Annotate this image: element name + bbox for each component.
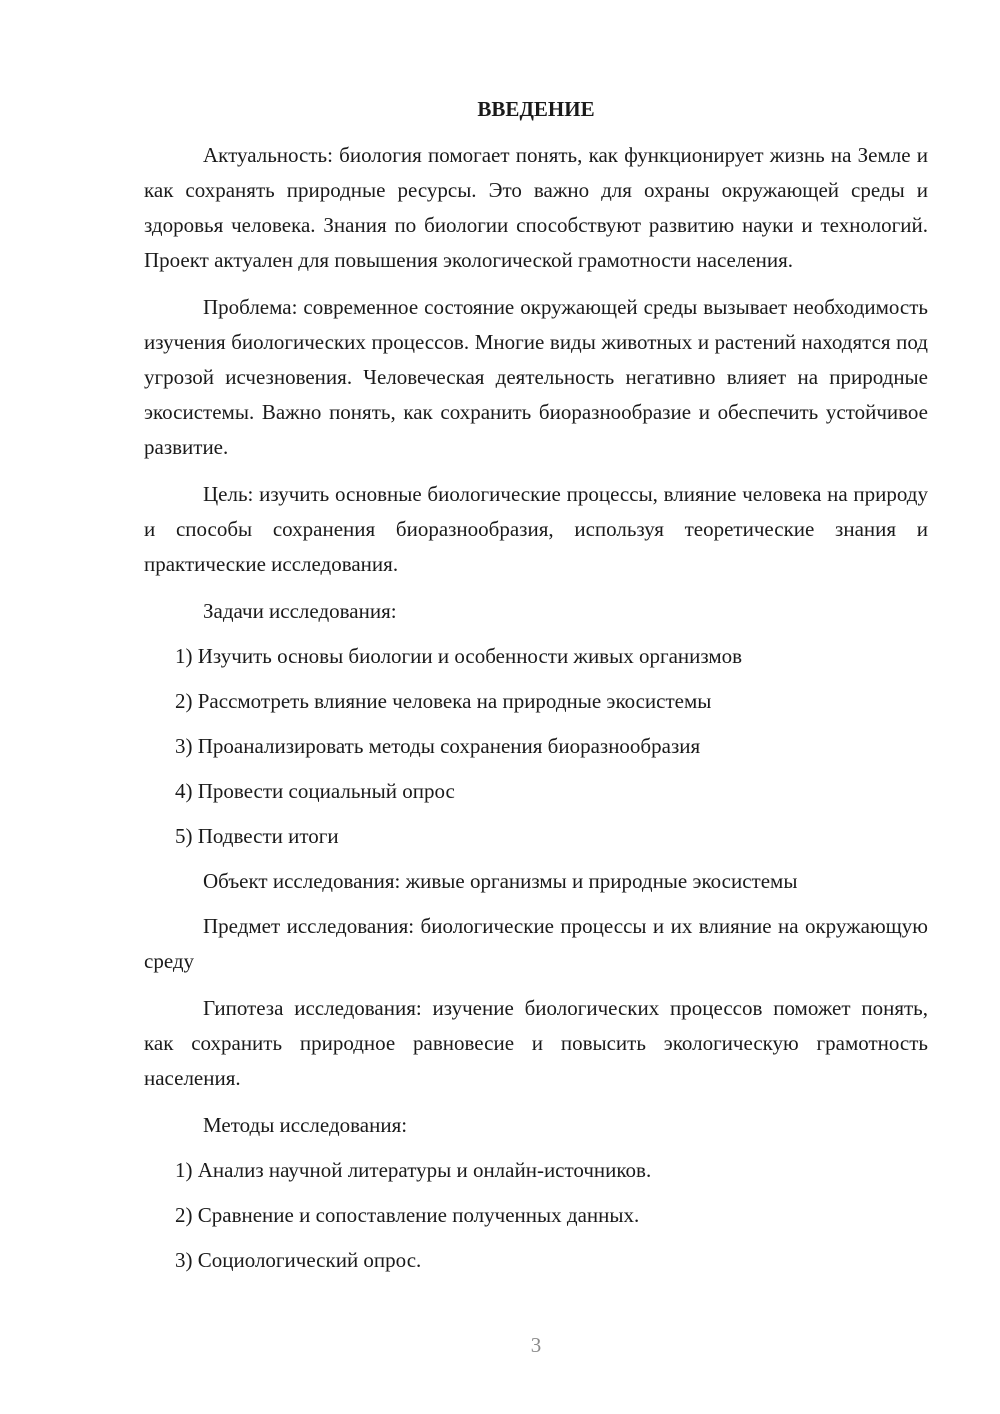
hypothesis-paragraph: Гипотеза исследования: изучение биологических процессов поможет понять, как сохранить природное равновесие и повысить экологическую грамотность населения. xyxy=(144,996,928,1090)
methods-list xyxy=(144,1153,928,1278)
method-item: 2) Сравнение и сопоставление полученных данных. xyxy=(175,1203,640,1227)
subject-paragraph: Предмет исследования: биологические процессы и их влияние на окружающую среду xyxy=(144,914,928,973)
task-item: 1) Изучить основы биологии и особенности живых организмов xyxy=(175,644,743,668)
problem-paragraph: Проблема: современное состояние окружающей среды вызывает необходимость изучения биологических процессов. Многие виды животных и растений находятся под угрозой исчезновения. Человеческая деятельность негативно влияет на природные экосистемы. Важно понять, как сохранить биоразнообразие и обеспечить устойчивое развитие. xyxy=(144,295,928,459)
methods-heading: Методы исследования: xyxy=(203,1113,408,1137)
page-number: 3 xyxy=(530,1333,542,1357)
task-item: 3) Проанализировать методы сохранения биоразнообразия xyxy=(175,734,701,758)
tasks-list xyxy=(144,639,928,854)
task-item: 2) Рассмотреть влияние человека на природные экосистемы xyxy=(175,689,712,713)
page-title: ВВЕДЕНИЕ xyxy=(477,97,595,121)
object-line: Объект исследования: живые организмы и природные экосистемы xyxy=(203,869,798,893)
task-item: 5) Подвести итоги xyxy=(175,824,339,848)
tasks-heading: Задачи исследования: xyxy=(203,599,397,623)
method-item: 3) Социологический опрос. xyxy=(175,1248,422,1272)
document-page xyxy=(144,92,928,1288)
method-item: 1) Анализ научной литературы и онлайн-источников. xyxy=(175,1158,652,1182)
task-item: 4) Провести социальный опрос xyxy=(175,779,455,803)
relevance-paragraph: Актуальность: биология помогает понять, как функционирует жизнь на Земле и как сохранять природные ресурсы. Это важно для охраны окружающей среды и здоровья человека. Знания по биологии способствуют развитию науки и технологий. Проект актуален для повышения экологической грамотности населения. xyxy=(144,143,928,272)
goal-paragraph: Цель: изучить основные биологические процессы, влияние человека на природу и способы сохранения биоразнообразия, используя теоретические знания и практические исследования. xyxy=(144,482,928,576)
